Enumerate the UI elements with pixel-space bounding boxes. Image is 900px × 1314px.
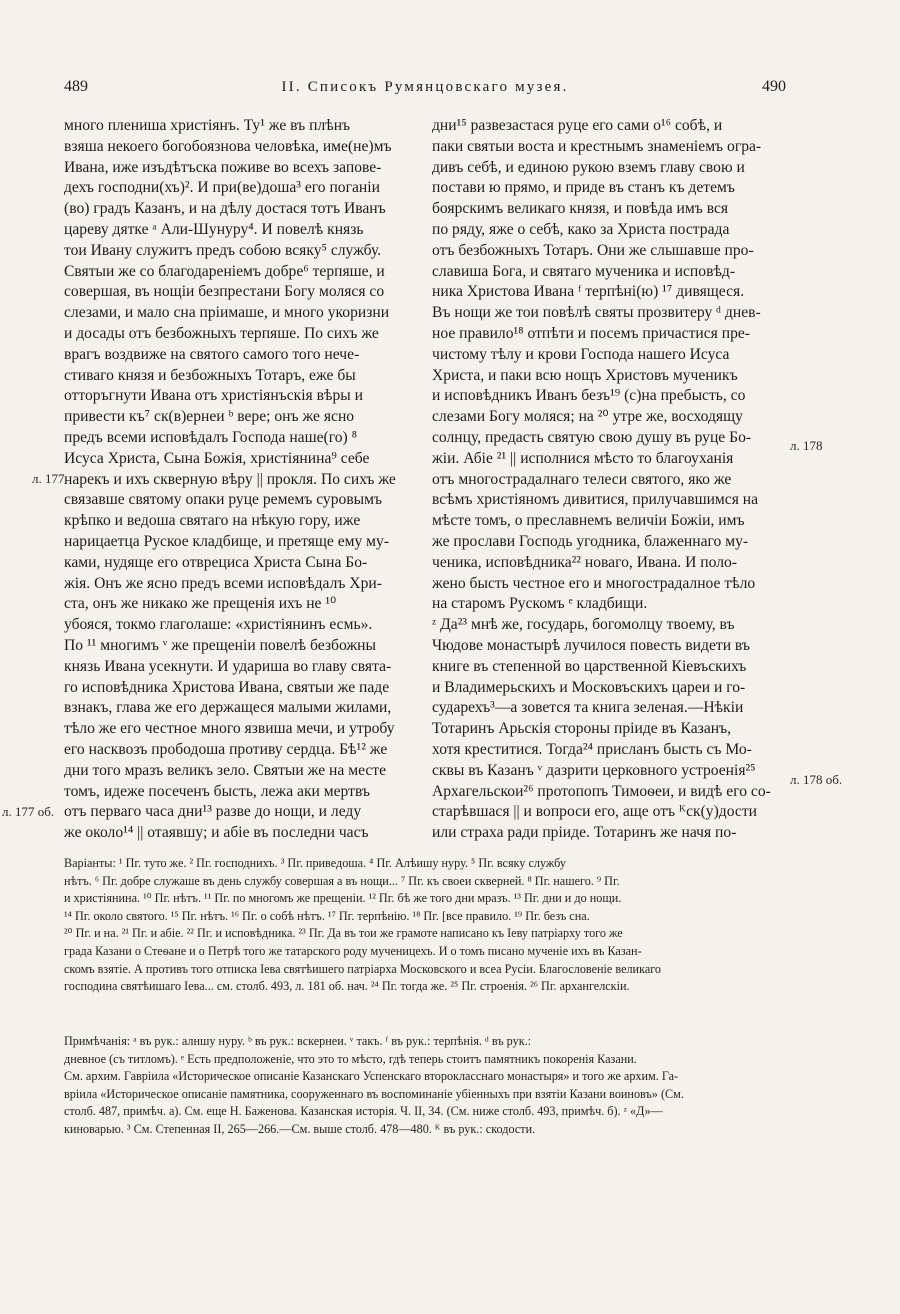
text-line: ное правило¹⁸ отпѣти и посемъ причастися пре-	[432, 324, 751, 342]
note-line: Примѣчанiя: ᵃ въ рук.: алншу нуру. ᵇ въ рук.: вскернеи. ᵛ такъ. ᶠ въ рук.: терпѣнiя. ᵈ въ рук.:	[64, 1034, 532, 1048]
text-line: паки святыи воста и крестнымъ знаменiемъ огра-	[432, 137, 762, 155]
folio-marker-left: л. 177	[32, 471, 65, 486]
note-line: дневное (съ титломъ). ᵉ Есть предположенiе, что это то мѣсто, гдѣ теперь стоитъ памятникъ покоренiя Казани.	[64, 1051, 637, 1066]
page-number-right: 490	[762, 78, 786, 95]
text-column-right	[432, 116, 784, 844]
text-line: привести къ⁷ ск(в)ернеи ᵇ вере; онъ же ясно	[64, 408, 355, 426]
text-line: Тотаринъ Арьскiя стороны прiиде въ Казанъ,	[432, 720, 732, 738]
note-line: столб. 487, примѣч. а). См. еще Н. Баженова. Казанская исторiя. Ч. II, 34. (См. ниже столб. 493, примѣч. б). ᶻ «Д»—	[64, 1104, 663, 1119]
text-line: его насквозъ прободоша противу сердца. Бѣ¹² же	[64, 740, 388, 758]
text-line: слезами Богу моляся; на ²⁰ утре же, восходящу	[432, 408, 743, 426]
text-line: нарицаетца Руское кладбище, и претяще ему му-	[64, 532, 390, 550]
text-line: дивъ себѣ, и единою рукою вземъ главу свою и	[432, 158, 745, 176]
text-line: постави ю прямо, и приде въ станъ къ детемъ	[432, 179, 735, 197]
text-line: взяша некоего богобоязнова человѣка, име(не)мъ	[64, 137, 392, 155]
text-line: го исповѣдника Христова Ивана, святыи же паде	[64, 678, 390, 696]
editorial-notes	[64, 1033, 788, 1139]
text-line: много плениша христiянъ. Ту¹ же въ плѣнъ	[64, 117, 351, 134]
variant-line: господина святѣишаго Iева... см. столб. 493, л. 181 об. нач. ²⁴ Пг. тогда же. ²⁵ Пг. строенiя. ²⁶ Пг. архангелскiи.	[64, 979, 630, 994]
folio-marker-right: л. 178 об.	[790, 772, 843, 787]
text-line: боярскимъ великаго князя, и повѣда имъ вся	[432, 200, 729, 218]
text-line: всѣмъ христiяномъ дивитися, прилучавшимся на	[432, 491, 759, 509]
text-line: жено бысть честное его и многострадалное тѣло	[432, 574, 756, 592]
text-line: ᶻ Да²³ мнѣ же, государь, богомолцу твоему, въ	[432, 616, 735, 634]
note-line: врiила «Историческое описанiе памятника, сооруженнаго въ воспоминанiе убiенныхъ при взятiи Казани воиновъ» (См.	[64, 1086, 684, 1101]
column-paragraph	[64, 116, 418, 844]
text-line: и исповѣдникъ Иванъ безъ¹⁹ (с)на пребысть, со	[432, 387, 746, 405]
text-line: князь Ивана усекнути. И удариша во главу свята-	[64, 657, 392, 675]
text-line: дни¹⁵ развезастася руце его сами о¹⁶ собѣ, и	[432, 117, 723, 134]
text-line: по ряду, яже о себѣ, како за Христа пострада	[432, 220, 730, 238]
text-line: отъ безбожныхъ Тотаръ. Они же слышавше про-	[432, 241, 754, 259]
variant-line: нѣтъ. ⁶ Пг. добре служаше въ день службу совершая а въ нощи... ⁷ Пг. къ своеи скверней. ⁸ Пг. нашего. ⁹ Пг.	[64, 873, 620, 888]
note-line: киноварью. ³ См. Степенная II, 265—266.—См. выше столб. 478—480. ᴷ въ рук.: скодости.	[64, 1121, 536, 1136]
text-line: же около¹⁴ || отаявшу; и абiе въ последни часъ	[64, 824, 369, 842]
text-line: Христа, и паки всю нощъ Христовъ мученикъ	[432, 366, 738, 384]
text-line: стиваго князя и безбожныхъ Тотаръ, еже бы	[64, 366, 356, 384]
text-line: предъ всеми исповѣдалъ Господа наше(го) ⁸	[64, 428, 358, 446]
text-line: сквы въ Казанъ ᵛ дазрити церковного устроенiя²⁵	[432, 761, 756, 779]
folio-marker-right: л. 178	[790, 438, 823, 453]
text-line: хотя креститися. Тогда²⁴ присланъ бысть съ Мо-	[432, 740, 752, 758]
text-line: жiи. Абiе ²¹ || исполнися мѣсто то благоуханiя	[432, 449, 734, 467]
text-line: нарекъ и ихъ скверную вѣру || прокля. По сихъ же	[64, 470, 396, 488]
text-line: жiя. Онъ же ясно предъ всеми исповѣдалъ Хри-	[64, 574, 382, 592]
text-line: славиша Бога, и святаго мученика и исповѣд-	[432, 262, 736, 280]
text-line: же прослави Господь угодника, блаженнаго му-	[432, 532, 749, 550]
text-line: убояся, токмо глаголаше: «христiянинъ есмь».	[64, 616, 373, 634]
text-line: Святыи же со благодаренiемъ добре⁶ терпяше, и	[64, 262, 385, 280]
text-line: отторъгнути Ивана отъ христiянъскiя вѣры и	[64, 387, 363, 405]
text-line: слезами, и мало сна прiимаше, и много укоризни	[64, 304, 390, 322]
text-line: ченика, исповѣдника²² новаго, Ивана. И поло-	[432, 553, 737, 571]
text-line: томъ, идеже посеченъ бысть, лежа аки мертвъ	[64, 782, 370, 800]
text-line: ника Христова Ивана ᶠ терпѣнi(ю) ¹⁷ дивящеся.	[432, 283, 745, 301]
text-line: ками, нудяще его отврециса Христа Сына Бо-	[64, 553, 368, 571]
page-number-left: 489	[64, 78, 88, 95]
text-line: совершая, въ нощiи безпрестани Богу моляся со	[64, 283, 385, 301]
variant-readings	[64, 855, 788, 996]
text-line: чистому тѣлу и крови Господа нашего Исуса	[432, 345, 730, 363]
text-line: дехъ господни(хъ)². И при(ве)доша³ его поганiи	[64, 179, 380, 197]
variant-line: скомъ взятiе. А противъ того отписка Iева святѣишего патрiарха Московского и всеа Русiи. Благословенiе великаго	[64, 961, 662, 976]
text-line: или страха ради прiиде. Тотаринъ же начя по-	[432, 824, 737, 842]
variant-line: ²⁰ Пг. и на. ²¹ Пг. и абiе. ²² Пг. и исповѣдника. ²³ Пг. Да въ тои же грамоте написано къ Iеву патрiарху того же	[64, 926, 623, 941]
variant-line: ¹⁴ Пг. около святого. ¹⁵ Пг. нѣтъ. ¹⁶ Пг. о собѣ нѣтъ. ¹⁷ Пг. терпѣнiю. ¹⁸ Пг. [все правило. ¹⁹ Пг. безъ сна.	[64, 908, 590, 923]
text-line: связавше святому опаки руце ремемъ суровымъ	[64, 491, 383, 509]
note-line: См. архим. Гаврiила «Историческое описанiе Казанскаго Успенскаго второкласснаго монастыря» и того же архим. Га-	[64, 1069, 679, 1084]
text-line: и Владимерьскихъ и Московъскихъ цареи и го-	[432, 678, 746, 696]
text-line: Чюдове монастырѣ лучилося повесть видети въ	[432, 636, 750, 654]
text-line: отъ перваго часа дни¹³ разве до нощи, и леду	[64, 803, 362, 821]
text-line: Въ нощи же тои повѣлѣ святы прозвитеру ᵈ днев-	[432, 304, 761, 322]
text-line: книге въ степенной во царственной Кiевъскихъ	[432, 657, 747, 675]
variant-line: Варiанты: ¹ Пг. туто же. ² Пг. господнихъ. ³ Пг. приведоша. ⁴ Пг. Алѣишу нуру. ⁵ Пг. всяку службу	[64, 856, 566, 870]
text-line: солнцу, предасть святую свою душу въ руце Бо-	[432, 428, 752, 446]
text-line: сударехъ³—а зовется та книга зеленая.—Нѣкiи	[432, 699, 744, 717]
column-paragraph	[432, 116, 784, 844]
variant-line: и христiянина. ¹⁰ Пг. нѣтъ. ¹¹ Пг. по многомъ же прещенiи. ¹² Пг. бѣ же того дни мразъ. ¹³ Пг. дни и до нощи.	[64, 891, 622, 906]
text-line: тѣло же его честное много язвиша мечи, и утробу	[64, 720, 395, 738]
text-line: крѣпко и ведоша святаго на нѣкую гору, иже	[64, 512, 361, 530]
text-line: старѣвшася || и вопроси его, аще отъ ᴷск(у)дости	[432, 803, 757, 821]
folio-marker-left: л. 177 об.	[2, 804, 55, 819]
text-line: Ивана, иже изъдѣтъска поживе во всехъ запове-	[64, 158, 382, 176]
text-line: (во) градъ Казанъ, и на дѣлу достася тотъ Иванъ	[64, 200, 386, 218]
page-header	[64, 78, 786, 96]
text-line: Архагельскои²⁶ протопопъ Тимоѳеи, и видѣ его со-	[432, 782, 771, 800]
running-title: II. Списокъ Румянцовскаго музея.	[281, 79, 569, 95]
text-line: Исуса Христа, Сына Божiя, христiянина⁹ себе	[64, 449, 370, 467]
text-line: врагъ воздвиже на святого самого того нече-	[64, 345, 360, 363]
text-line: и досады отъ безбожныхъ терпяше. По сихъ же	[64, 324, 379, 342]
text-line: цареву дятке ᵃ Али-Шунуру⁴. И повелѣ князь	[64, 220, 364, 238]
text-line: мѣсте томъ, о преславнемъ величiи Божiи, имъ	[432, 512, 745, 530]
text-line: взнакъ, глава же его держащеся малыми жилами,	[64, 699, 392, 717]
text-line: тои Ивану служитъ предъ собою всяку⁵ службу.	[64, 241, 382, 259]
text-column-left	[64, 116, 418, 844]
text-line: По ¹¹ многимъ ᵛ же прещенiи повелѣ безбожны	[64, 636, 376, 654]
text-line: ста, онъ же никако же прещенiя ихъ не ¹⁰	[64, 595, 337, 613]
variant-line: града Казани о Стеѳане и о Петрѣ того же татарского роду мученицехъ. И о томъ писано мученiе ихъ въ Казан-	[64, 943, 642, 958]
text-line: на старомъ Рускомъ ᵉ кладбищи.	[432, 595, 648, 613]
text-line: дни того мразъ великъ зело. Святыи же на месте	[64, 761, 387, 779]
text-line: отъ многострадалнаго телеси святого, яко же	[432, 470, 732, 488]
